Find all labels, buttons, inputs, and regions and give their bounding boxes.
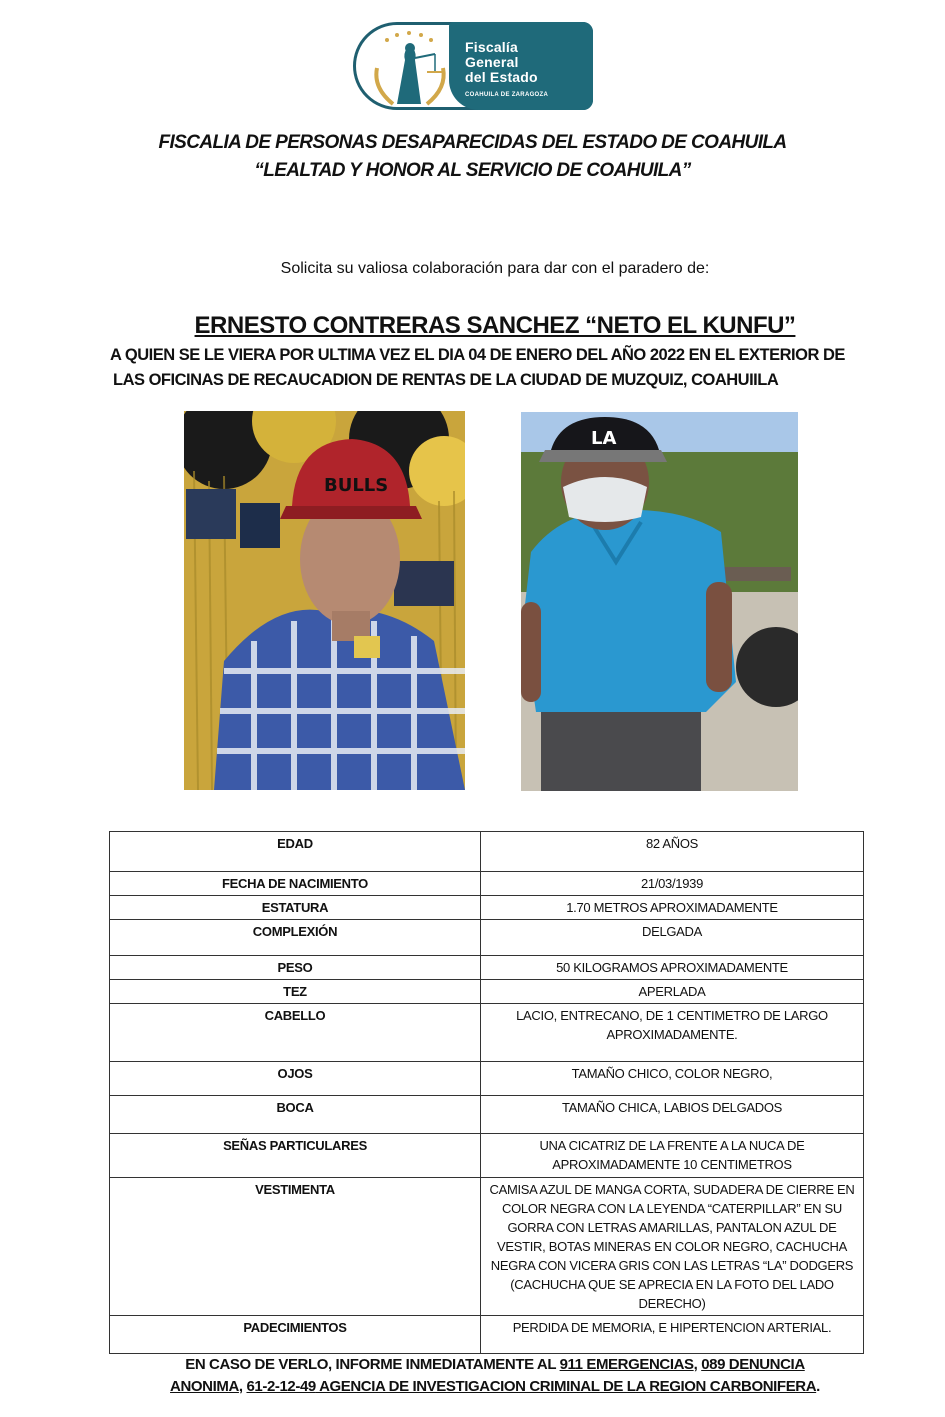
detail-key: PADECIMIENTOS [110,1316,481,1354]
detail-row [110,872,864,896]
footer-phone-number: 61-2-12-49 [246,1378,316,1395]
detail-value: TAMAÑO CHICO, COLOR NEGRO, [481,1062,864,1096]
detail-row [110,1316,864,1354]
footer-line-2 [0,1378,945,1395]
detail-value: TAMAÑO CHICA, LABIOS DELGADOS [481,1096,864,1134]
detail-row [110,1062,864,1096]
details-table [109,831,864,1354]
detail-value: PERDIDA DE MEMORIA, E HIPERTENCION ARTERIAL. [481,1316,864,1354]
photo-left [184,411,465,790]
footer-text-i: . [816,1378,820,1395]
detail-value: 1.70 METROS APROXIMADAMENTE [481,896,864,920]
detail-row [110,956,864,980]
detail-row [110,896,864,920]
detail-key: ESTATURA [110,896,481,920]
detail-key: CABELLO [110,1004,481,1062]
detail-value: UNA CICATRIZ DE LA FRENTE A LA NUCA DE APROXIMADAMENTE 10 CENTIMETROS [481,1134,864,1178]
detail-value: 82 AÑOS [481,832,864,872]
detail-row [110,1134,864,1178]
photo-right-cap-text: LA [591,428,617,449]
footer-text-f: , [238,1378,247,1395]
detail-row [110,832,864,872]
photo-right-illustration [521,412,798,791]
detail-key: BOCA [110,1096,481,1134]
detail-row [110,1004,864,1062]
justice-figure-icon [363,28,463,110]
detail-key: PESO [110,956,481,980]
logo-text-state: COAHUILA DE ZARAGOZA [465,92,549,98]
detail-value: 21/03/1939 [481,872,864,896]
detail-row [110,1178,864,1316]
last-seen-line-2: LAS OFICINAS DE RECAUCADION DE RENTAS DE LA CIUDAD DE MUZQUIZ, COAHUIILA [113,371,779,389]
footer-denuncia-number: 089 DENUNCIA [701,1356,805,1373]
detail-key: TEZ [110,980,481,1004]
detail-key: EDAD [110,832,481,872]
footer-text-c: , [693,1356,702,1373]
detail-value: LACIO, ENTRECANO, DE 1 CENTIMETRO DE LARGO APROXIMADAMENTE. [481,1004,864,1062]
photo-left-illustration [184,411,465,790]
logo-text-line2: General [465,54,519,70]
detail-row [110,920,864,956]
detail-key: SEÑAS PARTICULARES [110,1134,481,1178]
detail-key: FECHA DE NACIMIENTO [110,872,481,896]
footer-emergency-number: 911 EMERGENCIAS [559,1356,694,1373]
agency-motto: “LEALTAD Y HONOR AL SERVICIO DE COAHUILA” [254,160,691,181]
footer-line-1 [0,1356,945,1373]
detail-key: COMPLEXIÓN [110,920,481,956]
footer-text-a: EN CASO DE VERLO, INFORME INMEDIATAMENTE AL [185,1356,560,1373]
detail-key: VESTIMENTA [110,1178,481,1316]
missing-person-name: ERNESTO CONTRERAS SANCHEZ “NETO EL KUNFU” [194,312,796,339]
logo-text-line1: Fiscalía [465,39,518,55]
detail-key: OJOS [110,1062,481,1096]
detail-value: APERLADA [481,980,864,1004]
detail-value: 50 KILOGRAMOS APROXIMADAMENTE [481,956,864,980]
detail-value: CAMISA AZUL DE MANGA CORTA, SUDADERA DE CIERRE EN COLOR NEGRA CON LA LEYENDA “CATERPILLAR” EN SU GORRA CON LETRAS AMARILLAS, PANTALON AZUL DE VESTIR, BOTAS MINERAS EN COLOR NEGRO, CACHUCHA NEGRA CON VICERA GRIS CON LAS LETRAS “LA” DODGERS (CACHUCHA QUE SE APRECIA EN LA FOTO DEL LADO DERECHO) [481,1178,864,1316]
detail-row [110,980,864,1004]
footer-agency: AGENCIA DE INVESTIGACION CRIMINAL DE LA REGION CARBONIFERA [315,1378,817,1395]
request-text: Solicita su valiosa colaboración para dar con el paradero de: [280,260,710,277]
photo-left-cap-text: BULLS [324,475,389,496]
detail-value: DELGADA [481,920,864,956]
last-seen-line-1: A QUIEN SE LE VIERA POR ULTIMA VEZ EL DIA 04 DE ENERO DEL AÑO 2022 EN EL EXTERIOR DE [110,346,845,364]
agency-title: FISCALIA DE PERSONAS DESAPARECIDAS DEL ESTADO DE COAHUILA [158,132,787,153]
fiscalia-logo [353,22,593,110]
logo-text-line3: del Estado [465,69,538,85]
photo-right [521,412,798,791]
detail-row [110,1096,864,1134]
footer-anonima: ANONIMA [170,1378,239,1395]
